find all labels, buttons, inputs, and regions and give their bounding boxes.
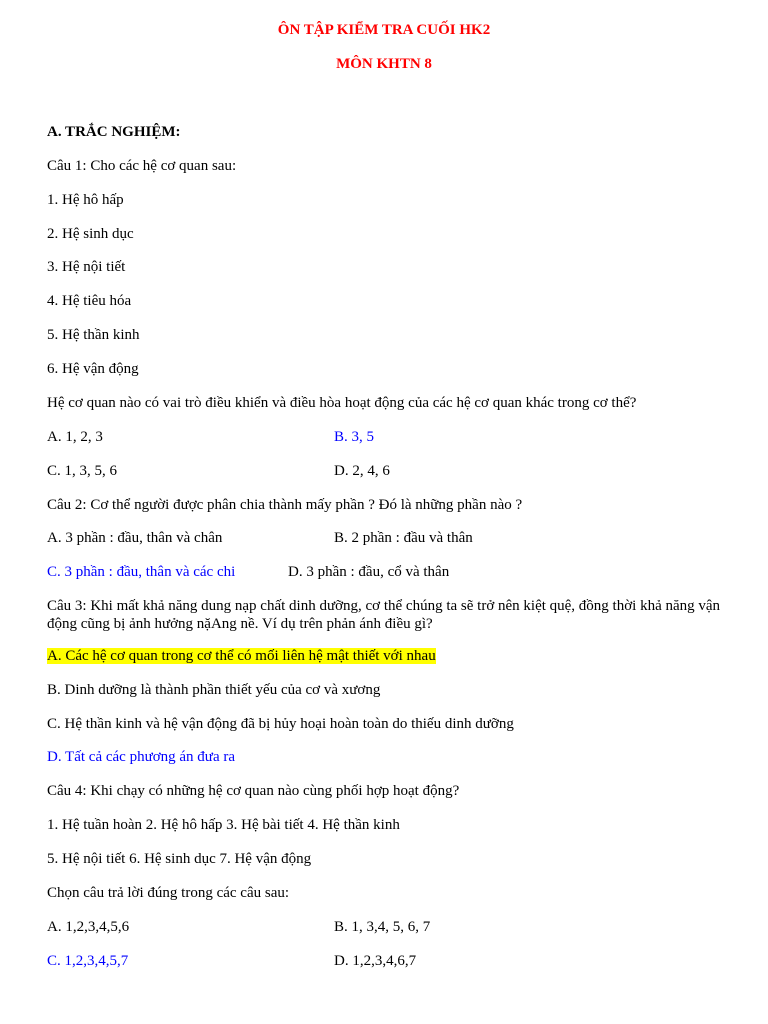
q1-option-d: D. 2, 4, 6 [334,463,390,479]
q3-option-a [47,647,436,665]
q2-stem: Câu 2: Cơ thể người được phân chia thành mấy phần ? Đó là những phần nào ? [47,497,523,513]
q4-option-c: C. 1,2,3,4,5,7 [47,953,129,969]
q1-item-6: 6. Hệ vận động [47,361,139,377]
q2-option-a: A. 3 phần : đầu, thân và chân [47,530,223,546]
q1-option-b: B. 3, 5 [334,429,375,445]
doc-title: ÔN TẬP KIỂM TRA CUỐI HK2 [277,22,491,38]
q3-option-b: B. Dinh dưỡng là thành phần thiết yếu của cơ và xương [47,682,381,698]
q4-option-a: A. 1,2,3,4,5,6 [47,919,130,935]
section-heading-a: A. TRẮC NGHIỆM: [47,124,181,140]
q4-prompt: Chọn câu trả lời đúng trong các câu sau: [47,885,290,901]
q4-list-2: 5. Hệ nội tiết 6. Hệ sinh dục 7. Hệ vận động [47,851,312,867]
q2-option-d: D. 3 phần : đầu, cổ và thân [288,564,450,580]
q2-option-c: C. 3 phần : đầu, thân và các chi [47,564,236,580]
q1-item-1: 1. Hệ hô hấp [47,192,124,208]
q1-question: Hệ cơ quan nào có vai trò điều khiển và điều hòa hoạt động của các hệ cơ quan khác trong cơ thể? [47,395,637,411]
q1-item-2: 2. Hệ sinh dục [47,226,134,242]
q1-item-4: 4. Hệ tiêu hóa [47,293,132,309]
q1-item-3: 3. Hệ nội tiết [47,259,126,275]
q4-option-b: B. 1, 3,4, 5, 6, 7 [334,919,431,935]
doc-subtitle: MÔN KHTN 8 [336,56,432,72]
q1-option-a: A. 1, 2, 3 [47,429,103,445]
q2-option-b: B. 2 phần : đầu và thân [334,530,473,546]
q3-option-c: C. Hệ thần kinh và hệ vận động đã bị hủy hoại hoàn toàn do thiếu dinh dưỡng [47,716,514,732]
q1-option-c: C. 1, 3, 5, 6 [47,463,118,479]
q3-option-d: D. Tất cả các phương án đưa ra [47,749,235,765]
q4-option-d: D. 1,2,3,4,6,7 [334,953,417,969]
q3-stem: Câu 3: Khi mất khả năng dung nạp chất dinh dưỡng, cơ thể chúng ta sẽ trở nên kiệt quệ, đồng thời khả năng vận động cũng bị ảnh hưởng nặAng nề. Ví dụ trên phản ánh điều gì? [47,598,721,632]
q1-stem: Câu 1: Cho các hệ cơ quan sau: [47,158,237,174]
q3-option-a-highlight: A. Các hệ cơ quan trong cơ thể có mối liên hệ mật thiết với nhau [47,648,436,664]
q4-stem: Câu 4: Khi chạy có những hệ cơ quan nào cùng phối hợp hoạt động? [47,783,460,799]
q4-list-1: 1. Hệ tuần hoàn 2. Hệ hô hấp 3. Hệ bài tiết 4. Hệ thần kinh [47,817,400,833]
q1-item-5: 5. Hệ thần kinh [47,327,140,343]
